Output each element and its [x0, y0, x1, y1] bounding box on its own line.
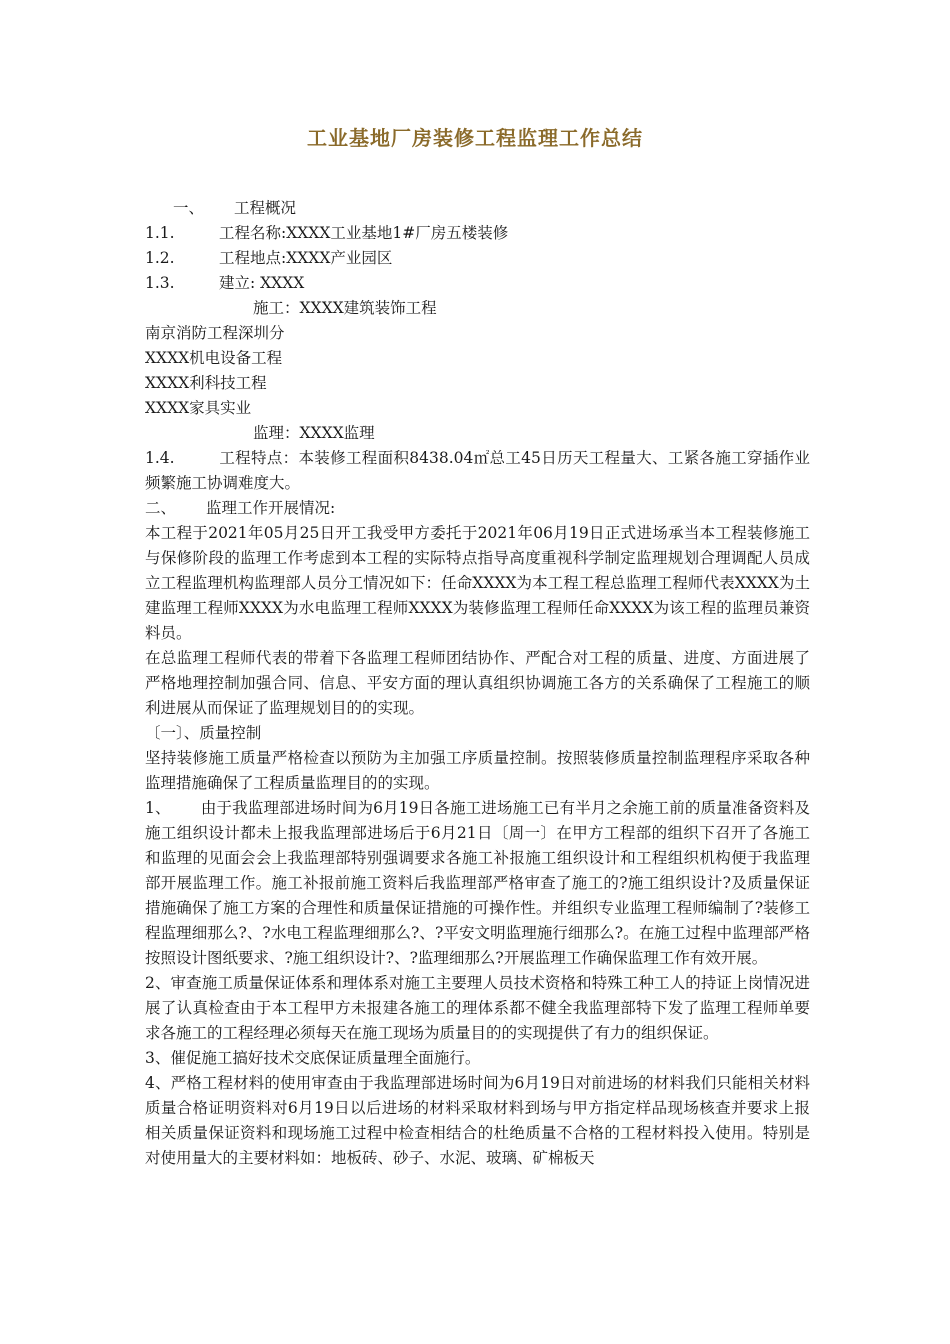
paragraph: 坚持装修施工质量严格检查以预防为主加强工序质量控制。按照装修质量控制监理程序采取各种监理措施确保了工程质量监理目的的实现。 [145, 749, 810, 792]
contractor-line: XXXX机电设备工程 [145, 349, 283, 367]
paragraph: 4、严格工程材料的使用审查由于我监理部进场时间为6月19日对前进场的材料我们只能相关材料质量合格证明资料对6月19日以后进场的材料采取材料到场与甲方指定样品现场核查并要求上报相关质量保证资料和现场施工过程中检查相结合的杜绝质量不合格的工程材料投入使用。特别是对使用量大的主要材料如：地板砖、砂子、水泥、玻璃、矿棉板天 [145, 1074, 810, 1167]
paragraph-text: 由于我监理部进场时间为6月19日各施工进场施工已有半月之余施工前的质量准备资料及施工组织设计都未上报我监理部进场后于6月21日〔周一〕在甲方工程部的组织下召开了各施工和监理的见面会会上我监理部特别强调要求各施工补报施工组织设计和工程组织机构便于我监理部开展监理工作。施工补报前施工资料后我监理部严格审查了施工的?施工组织设计?及质量保证措施确保了施工方案的合理性和质量保证措施的可操作性。并组织专业监理工程师编制了?装修工程监理细那么?、?水电工程监理细那么?、?平安文明监理施行细那么?。在施工过程中监理部严格按照设计图纸要求、?施工组织设计?、?监理细那么?开展监理工作确保监理工作有效开展。 [145, 799, 810, 967]
item-text: 工程名称:XXXX工业基地1#厂房五楼装修 [219, 224, 509, 242]
section-title: 工程概况 [234, 199, 297, 217]
item-number: 1.1. [145, 224, 175, 242]
supervisor-line: 监理：XXXX监理 [253, 424, 375, 442]
item-number: 1.2. [145, 249, 175, 267]
paragraph: 2、审查施工质量保证体系和理体系对施工主要理人员技术资格和特殊工种工人的持证上岗情况进展了认真检查由于本工程甲方未报建各施工的理体系都不健全我监理部特下发了监理工程师单要求各施工的工程经理必须每天在施工现场为质量目的的实现提供了有力的组织保证。 [145, 974, 810, 1042]
document-body [145, 196, 810, 1171]
contractor-line: 南京消防工程深圳分 [145, 324, 285, 342]
section-title: 监理工作开展情况: [206, 499, 336, 517]
paragraph: 3、催促施工搞好技术交底保证质量理全面施行。 [145, 1049, 481, 1067]
item-text: 建立: XXXX [219, 274, 305, 292]
construction-line: 施工：XXXX建筑装饰工程 [253, 299, 437, 317]
list-item [145, 221, 810, 246]
subsection-heading: 〔一〕、质量控制 [145, 724, 262, 742]
item-text: 工程地点:XXXX产业园区 [219, 249, 393, 267]
item-number: 1.4. [145, 449, 175, 467]
paragraph: 本工程于2021年05月25日开工我受甲方委托于2021年06月19日正式进场承当本工程装修施工与保修阶段的监理工作考虑到本工程的实际特点指导高度重视科学制定监理规划合理调配人员成立工程监理机构监理部人员分工情况如下：任命XXXX为本工程工程总监理工程师代表XXXX为土建监理工程师XXXX为水电监理工程师XXXX为装修监理工程师任命XXXX为该工程的监理员兼资料员。 [145, 524, 810, 642]
list-item [145, 271, 810, 296]
section-number: 一、 [173, 199, 205, 217]
item-text: 工程特点：本装修工程面积8438.04㎡总工45日历天工程量大、工紧各施工穿插作业频繁施工协调难度大。 [145, 449, 810, 492]
section-heading [145, 496, 810, 521]
list-item [145, 246, 810, 271]
contractor-line: XXXX家具实业 [145, 399, 252, 417]
section-number: 二、 [145, 499, 177, 517]
contractor-line: XXXX利科技工程 [145, 374, 267, 392]
item-number: 1.3. [145, 274, 175, 292]
paragraph [145, 796, 810, 971]
paragraph: 在总监理工程师代表的带着下各监理工程师团结协作、严配合对工程的质量、进度、方面进展了严格地理控制加强合同、信息、平安方面的理认真组织协调施工各方的关系确保了工程施工的顺利进展从而保证了监理规划目的的实现。 [145, 649, 810, 717]
list-item [145, 446, 810, 496]
paragraph-number: 1、 [145, 799, 171, 817]
document-title: 工业基地厂房装修工程监理工作总结 [307, 126, 643, 150]
section-heading [145, 196, 810, 221]
